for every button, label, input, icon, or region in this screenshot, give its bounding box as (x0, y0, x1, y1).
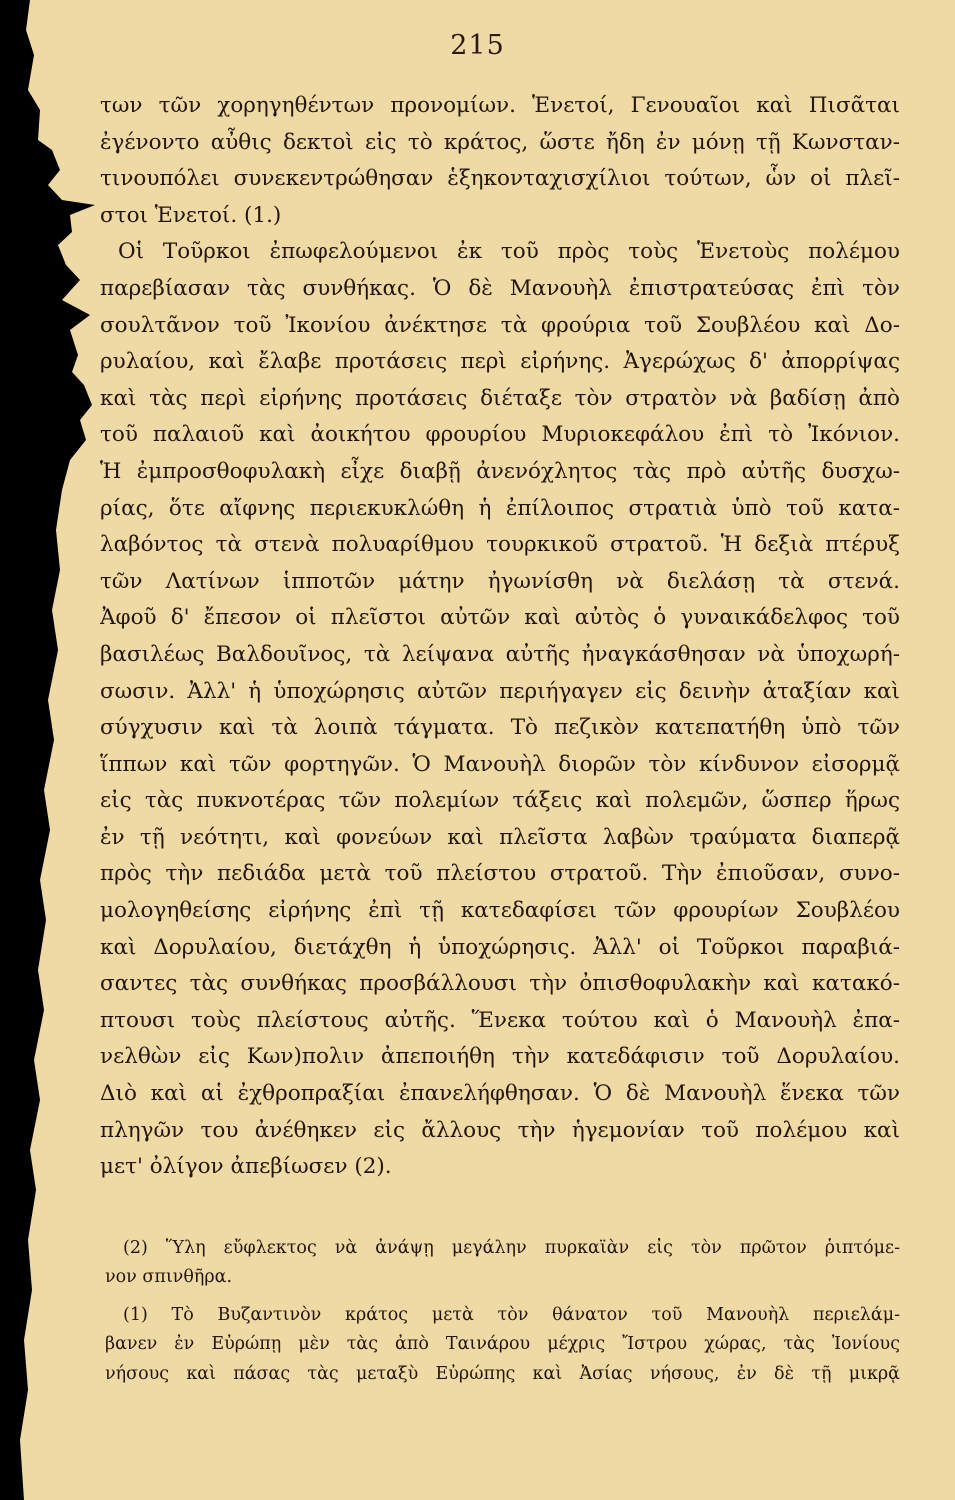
footnote-line: νήσους καὶ πάσας τὰς μεταξὺ Εὐρώπης καὶ Ἀσίας νήσους, ἐν δὲ τῇ μικρᾷ (105, 1363, 900, 1384)
text-line: νελθὼν εἰς Κων)πολιν ἀπεποιήθη τὴν κατεδάφισιν τοῦ Δορυλαίου. (100, 1044, 900, 1070)
text-line: σαντες τὰς συνθήκας προσβάλλουσι τὴν ὀπισθοφυλακὴν καὶ κατακό- (100, 971, 900, 997)
text-line: ἐν τῇ νεότητι, καὶ φονεύων καὶ πλεῖστα λαβὼν τραύματα διαπερᾷ (100, 824, 900, 850)
footnotes (105, 1234, 900, 1389)
text-line: σουλτᾶνον τοῦ Ἰκονίου ἀνέκτησε τὰ φρούρια τοῦ Σουβλέου καὶ Δο- (100, 312, 900, 338)
text-line: Ἀφοῦ δ' ἔπεσον οἱ πλεῖστοι αὐτῶν καὶ αὐτὸς ὁ γυναικάδελφος τοῦ (100, 605, 900, 631)
footnote-line: βανεν ἐν Εὐρώπῃ μὲν τὰς ἀπὸ Ταινάρου μέχρις Ἴστρου χώρας, τὰς Ἰονίους (105, 1334, 900, 1355)
text-line: Διὸ καὶ αἱ ἐχθροπραξίαι ἐπανελήφθησαν. Ὁ δὲ Μανουὴλ ἕνεκα τῶν (100, 1081, 900, 1107)
footnote-line: (1) Τὸ Βυζαντινὸν κράτος μετὰ τὸν θάνατον τοῦ Μανουὴλ περιελάμ- (123, 1304, 900, 1325)
text-line: ἐγένοντο αὖθις δεκτοὶ εἰς τὸ κράτος, ὥστε ἤδη ἐν μόνῃ τῇ Κωνσταν- (100, 129, 900, 155)
text-line: ἵππων καὶ τῶν φορτηγῶν. Ὁ Μανουὴλ διορῶν τὸν κίνδυνον εἰσορμᾷ (100, 751, 900, 777)
body-text (100, 88, 900, 1186)
text-line: ρυλαίου, καὶ ἔλαβε προτάσεις περὶ εἰρήνης. Ἀγερώχως δ' ἀπορρίψας (100, 349, 900, 375)
text-line: βασιλέως Βαλδουῖνος, τὰ λείψανα αὐτῆς ἠναγκάσθησαν νὰ ὑποχωρή- (100, 641, 900, 667)
text-line: καὶ τὰς περὶ εἰρήνης προτάσεις διέταξε τὸν στρατὸν νὰ βαδίσῃ ἀπὸ (100, 385, 900, 411)
text-line: τινουπόλει συνεκεντρώθησαν ἑξηκονταχισχίλιοι τούτων, ὧν οἱ πλεῖ- (100, 166, 900, 192)
text-line: πληγῶν του ἀνέθηκεν εἰς ἄλλους τὴν ἡγεμονίαν τοῦ πολέμου καὶ (100, 1117, 900, 1143)
text-line: στοι Ἑνετοί. (1.) (100, 202, 282, 228)
footnote-line: (2) Ὕλη εὔφλεκτος νὰ ἀνάψῃ μεγάλην πυρκαϊὰν εἰς τὸν πρῶτον ῥιπτόμε- (123, 1238, 900, 1258)
text-line: τῶν Λατίνων ἱπποτῶν μάτην ἠγωνίσθη νὰ διελάσῃ τὰ στενά. (100, 568, 900, 594)
footnote-line: νον σπινθῆρα. (105, 1267, 233, 1288)
text-line: Ἡ ἐμπροσθοφυλακὴ εἶχε διαβῇ ἀνενόχλητος τὰς πρὸ αὐτῆς δυσχω- (100, 458, 900, 484)
text-line: τοῦ παλαιοῦ καὶ ἀοικήτου φρουρίου Μυριοκεφάλου ἐπὶ τὸ Ἰκόνιον. (100, 422, 900, 448)
text-line: πρὸς τὴν πεδιάδα μετὰ τοῦ πλείστου στρατοῦ. Τὴν ἐπιοῦσαν, συνο- (100, 861, 900, 887)
text-line: λαβόντος τὰ στενὰ πολυαρίθμου τουρκικοῦ στρατοῦ. Ἡ δεξιὰ πτέρυξ (100, 532, 900, 558)
text-line: μολογηθείσης εἰρήνης ἐπὶ τῇ κατεδαφίσει τῶν φρουρίων Σουβλέου (100, 898, 900, 924)
text-line: μετ' ὀλίγον ἀπεβίωσεν (2). (100, 1154, 392, 1180)
text-line: παρεβίασαν τὰς συνθήκας. Ὁ δὲ Μανουὴλ ἐπιστρατεύσας ἐπὶ τὸν (100, 275, 900, 301)
text-line: σύγχυσιν καὶ τὰ λοιπὰ τάγματα. Τὸ πεζικὸν κατεπατήθη ὑπὸ τῶν (100, 715, 900, 741)
text-line: ρίας, ὅτε αἴφνης περιεκυκλώθη ἡ ἐπίλοιπος στρατιὰ ὑπὸ τοῦ κατα- (100, 495, 900, 521)
text-line: Οἱ Τοῦρκοι ἐπωφελούμενοι ἐκ τοῦ πρὸς τοὺς Ἑνετοὺς πολέμου (118, 239, 900, 265)
text-line: πτουσι τοὺς πλείστους αὐτῆς. Ἕνεκα τούτου καὶ ὁ Μανουὴλ ἐπα- (100, 1007, 900, 1033)
page-number: 215 (450, 30, 505, 61)
text-line: των τῶν χορηγηθέντων προνομίων. Ἑνετοί, Γενουαῖοι καὶ Πισᾶται (100, 93, 900, 118)
text-line: σωσιν. Ἀλλ' ἡ ὑποχώρησις αὐτῶν περιήγαγεν εἰς δεινὴν ἀταξίαν καὶ (100, 678, 900, 704)
text-line: εἰς τὰς πυκνοτέρας τῶν πολεμίων τάξεις καὶ πολεμῶν, ὥσπερ ἥρως (100, 788, 900, 814)
text-line: καὶ Δορυλαίου, διετάχθη ἡ ὑποχώρησις. Ἀλλ' οἱ Τοῦρκοι παραβιά- (100, 934, 900, 960)
